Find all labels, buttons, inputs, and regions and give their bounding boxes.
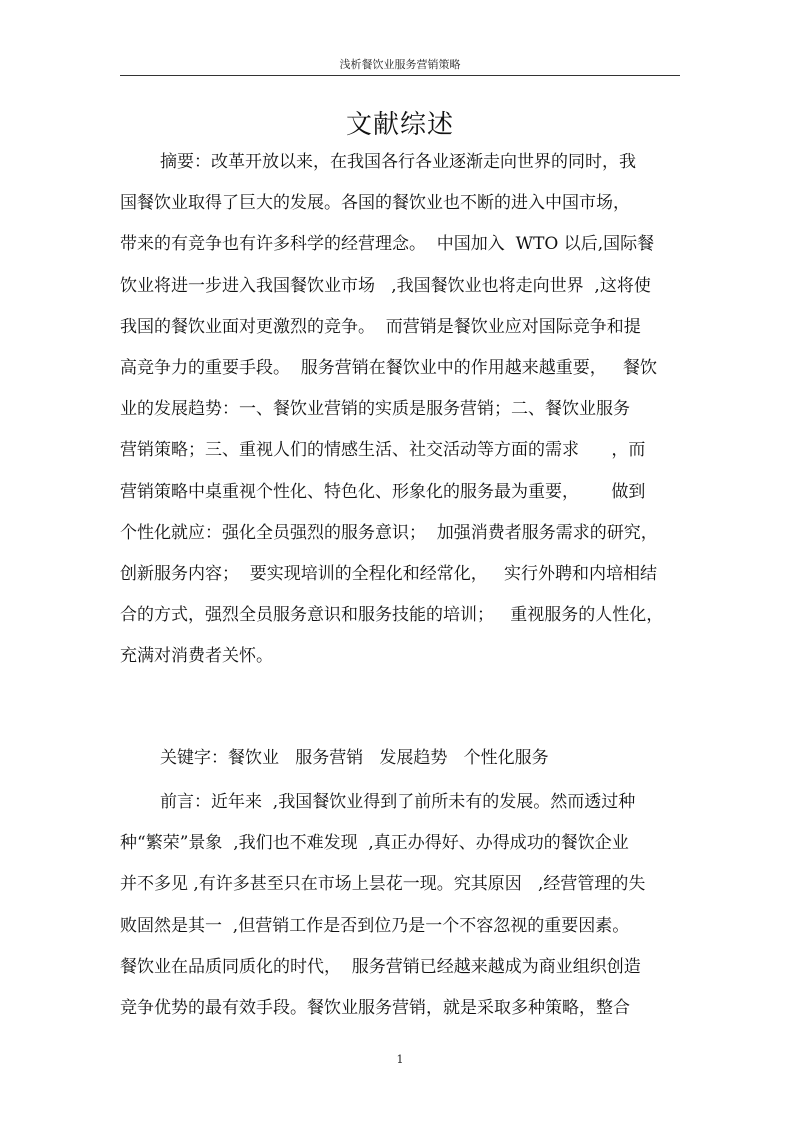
intro-line: 并不多见 ,有许多甚至只在市场上昙花一现。究其原因 ,经营管理的失 (120, 874, 646, 895)
running-header: 浅析餐饮业服务营销策略 (339, 58, 461, 71)
page-title: 文献综述 (345, 110, 454, 140)
intro-line: 败固然是其一 ,但营销工作是否到位乃是一个不容忽视的重要因素。 (120, 915, 630, 936)
abstract-line: 个性化就应：强化全员强烈的服务意识； 加强消费者服务需求的研究， (120, 522, 658, 543)
intro-line: 餐饮业在品质同质化的时代， 服务营销已经越来越成为商业组织创造 (120, 956, 641, 977)
abstract-line: 创新服务内容； 要实现培训的全程化和经常化， 实行外聘和内培相结 (120, 563, 658, 584)
abstract-line: 营销策略中桌重视个性化、特色化、形象化的服务最为重要， 做到 (120, 481, 646, 502)
abstract-line: 带来的有竞争也有许多科学的经营理念。 中国加入 WTO 以后,国际餐 (120, 234, 655, 255)
keywords-line: 关键字：餐饮业 服务营销 发展趋势 个性化服务 (160, 748, 549, 768)
abstract-line: 饮业将进一步进入我国餐饮业市场 ,我国餐饮业也将走向世界 ,这将使 (120, 275, 651, 296)
keywords-paragraph (120, 738, 686, 779)
intro-line: 竞争优势的最有效手段。餐饮业服务营销，就是采取多种策略，整合 (120, 997, 630, 1018)
intro-line: 种“繁荣”景象 ,我们也不难发现 ,真正办得好、办得成功的餐饮企业 (120, 833, 629, 854)
abstract-line: 高竞争力的重要手段。 服务营销在餐饮业中的作用越来越重要， 餐饮 (120, 357, 658, 378)
intro-line: 前言：近年来 ,我国餐饮业得到了前所未有的发展。然而透过种 (160, 792, 636, 812)
abstract-line: 业的发展趋势：一、餐饮业营销的实质是服务营销；二、餐饮业服务 (120, 399, 630, 420)
abstract-line: 营销策略；三、重视人们的情感生活、社交活动等方面的需求 ，而 (120, 440, 646, 461)
abstract-line: 国餐饮业取得了巨大的发展。各国的餐饮业也不断的进入中国市场， (120, 193, 630, 214)
abstract-line: 摘要：改革开放以来，在我国各行各业逐渐走向世界的同时，我 (160, 152, 636, 172)
page-number: 1 (396, 1053, 404, 1066)
header-divider (120, 75, 680, 76)
abstract-line: 充满对消费者关怀。 (120, 646, 273, 667)
introduction-paragraph (120, 782, 686, 1029)
abstract-line: 合的方式，强烈全员服务意识和服务技能的培训； 重视服务的人性化， (120, 605, 664, 626)
abstract-paragraph (120, 142, 686, 677)
abstract-line: 我国的餐饮业面对更激烈的竞争。 而营销是餐饮业应对国际竞争和提 (120, 316, 641, 337)
